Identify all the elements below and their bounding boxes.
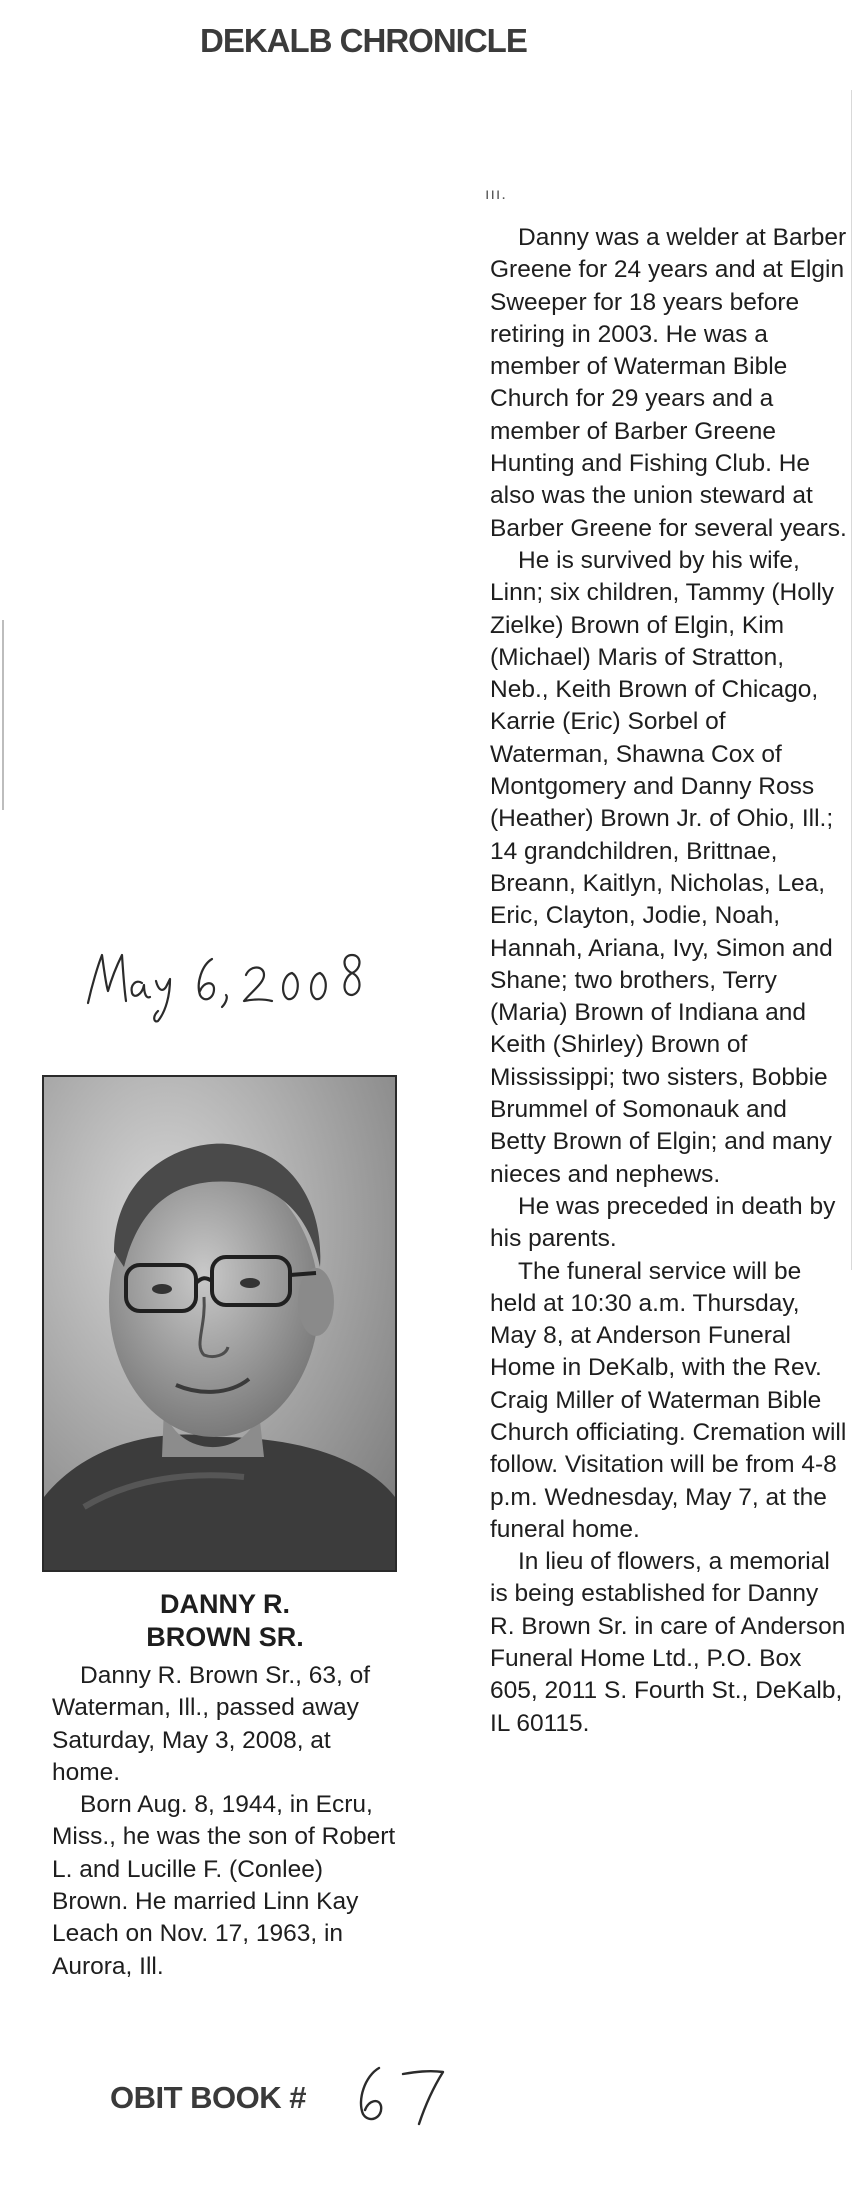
name-line-2: BROWN SR. [146, 1622, 304, 1652]
handwriting-icon [80, 925, 380, 1025]
obit-book-label: OBIT BOOK # [110, 2080, 307, 2115]
obituary-name [40, 1588, 410, 1654]
obituary-right-column [490, 222, 848, 1740]
paragraph-memorial: In lieu of flowers, a memorial is being established for Danny R. Brown Sr. in care of Anderson Funeral Home Ltd., P.O. Box 605, 2011 S. Fourth St., DeKalb, IL 60115. [490, 1548, 846, 1737]
handwritten-date [80, 925, 380, 1025]
paragraph-funeral: The funeral service will be held at 10:30 a.m. Thursday, May 8, at Anderson Funeral Home in DeKalb, with the Rev. Craig Miller of Waterman Bible Church officiating. Cremation will follow. Visitation will be from 4-8 p.m. Wednesday, May 7, at the funeral home. [490, 1257, 847, 1543]
column-marks: ııı. [485, 186, 507, 203]
scan-edge-right [851, 90, 852, 1270]
portrait-photo [42, 1075, 397, 1572]
scan-edge-left [2, 620, 4, 810]
handwriting-number-icon [345, 2060, 455, 2130]
newspaper-title: DEKALB CHRONICLE [200, 22, 527, 59]
name-line-1: DANNY R. [159, 1589, 291, 1619]
paragraph-birth: Born Aug. 8, 1944, in Ecru, Miss., he was the son of Robert L. and Lucille F. (Conlee) Brown. He married Linn Kay Leach on Nov. 17, 1963, in Aurora, Ill. [52, 1791, 396, 1980]
portrait-photo-icon [44, 1077, 395, 1570]
paragraph-preceded: He was preceded in death by his parents. [490, 1192, 836, 1253]
obituary-left-column [52, 1660, 397, 1983]
paragraph-career: Danny was a welder at Barber Greene for 24 years and at Elgin Sweeper for 18 years before retiring in 2003. He was a member of Waterman Bible Church for 29 years and a member of Barber Greene Hunting and Fishing Club. He also was the union steward at Barber Greene for several years. [490, 224, 847, 542]
paragraph-death-notice: Danny R. Brown Sr., 63, of Waterman, Ill., passed away Saturday, May 3, 2008, at home. [52, 1662, 371, 1786]
handwritten-book-number [345, 2060, 455, 2130]
paragraph-survivors: He is survived by his wife, Linn; six children, Tammy (Holly Zielke) Brown of Elgin, Kim (Michael) Maris of Stratton, Neb., Keith Brown of Chicago, Karrie (Eric) Sorbel of Waterman, Shawna Cox of Montgomery and Danny Ross (Heather) Brown Jr. of Ohio, Ill.; 14 grandchildren, Brittnae, Breann, Kaitlyn, Nicholas, Lea, Eric, Clayton, Jodie, Noah, Hannah, Ariana, Ivy, Simon and Shane; two brothers, Terry (Maria) Brown of Indiana and Keith (Shirley) Brown of Mississippi; two sisters, Bobbie Brummel of Somonauk and Betty Brown of Elgin; and many nieces and nephews. [490, 546, 835, 1188]
